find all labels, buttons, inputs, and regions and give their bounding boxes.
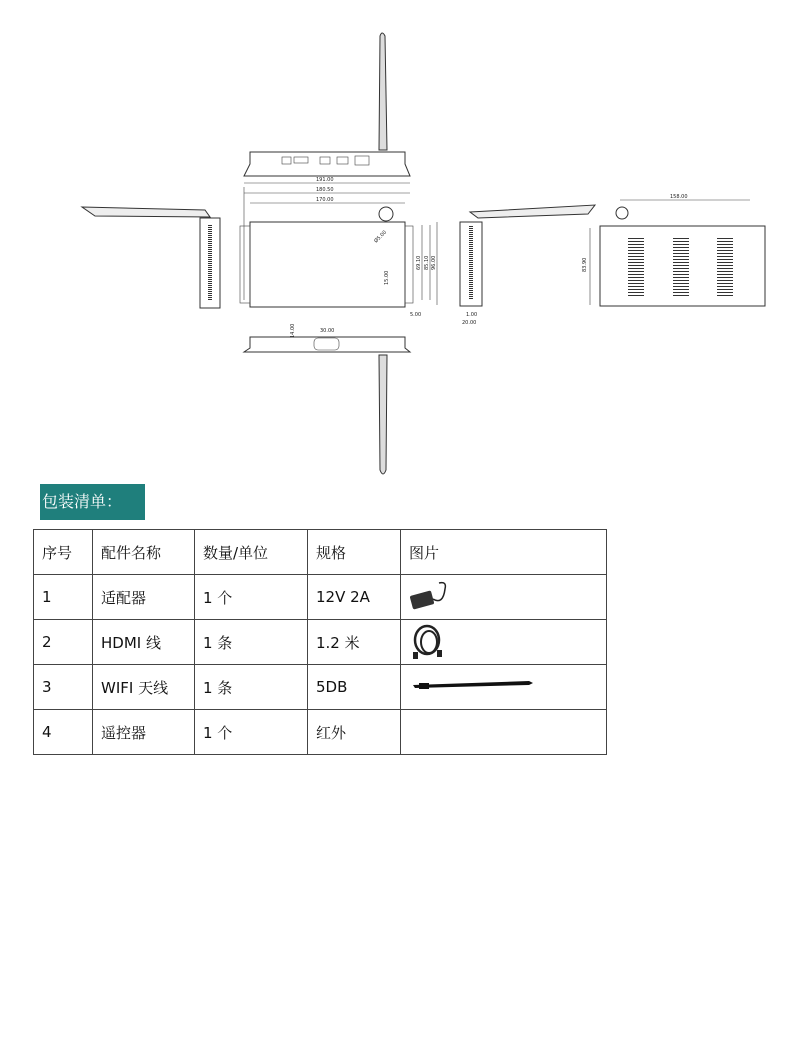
dim-15: 15.00 xyxy=(384,270,390,285)
dim-158: 158.00 xyxy=(670,194,688,200)
table-row xyxy=(34,710,607,755)
dim-83: 83.90 xyxy=(582,257,588,272)
dim-96: 96.00 xyxy=(431,255,437,270)
table-cell: 4 xyxy=(34,710,93,755)
dim-14: 14.00 xyxy=(290,323,296,338)
table-cell: 适配器 xyxy=(93,575,195,620)
table-cell: WIFI 天线 xyxy=(93,665,195,710)
table-cell: 1 条 xyxy=(195,620,308,665)
table-cell: 12V 2A xyxy=(308,575,401,620)
dim-170: 170.00 xyxy=(316,197,334,203)
table-cell: 1 个 xyxy=(195,710,308,755)
dim-191: 191.00 xyxy=(316,177,334,183)
table-row xyxy=(34,620,607,665)
table-cell xyxy=(401,575,607,620)
packing-list-table xyxy=(33,529,607,755)
table-cell: 2 xyxy=(34,620,93,665)
header-cell: 序号 xyxy=(34,530,93,575)
packing-list-title: 包装清单： xyxy=(40,484,145,520)
table-cell: 1 个 xyxy=(195,575,308,620)
back-view xyxy=(582,194,765,306)
technical-drawing xyxy=(0,0,790,490)
header-cell: 配件名称 xyxy=(93,530,195,575)
table-row xyxy=(34,665,607,710)
table-cell: 5DB xyxy=(308,665,401,710)
right-side-view xyxy=(460,205,595,326)
dim-5: 5.00 xyxy=(410,312,422,318)
dim-1: 1.00 xyxy=(466,312,478,318)
table-cell xyxy=(401,665,607,710)
table-cell xyxy=(401,710,607,755)
table-cell: 遥控器 xyxy=(93,710,195,755)
dim-20: 20.00 xyxy=(462,320,477,326)
dim-hole: Ø5.00 xyxy=(373,229,389,245)
header-cell: 数量/单位 xyxy=(195,530,308,575)
front-panel-view xyxy=(244,152,410,176)
dim-69: 69.10 xyxy=(416,255,422,270)
dim-85: 85.10 xyxy=(424,255,430,270)
top-view-body xyxy=(240,187,437,318)
table-header-row xyxy=(34,530,607,575)
top-dimensions xyxy=(244,177,410,203)
table-cell: 红外 xyxy=(308,710,401,755)
dim-30: 30.00 xyxy=(320,328,335,334)
wifi-antenna-icon xyxy=(409,677,539,697)
table-cell: HDMI 线 xyxy=(93,620,195,665)
table-cell xyxy=(401,620,607,665)
table-row xyxy=(34,575,607,620)
table-cell: 1 xyxy=(34,575,93,620)
hdmi-cable-icon xyxy=(409,622,449,662)
left-side-view xyxy=(82,207,220,308)
table-cell: 3 xyxy=(34,665,93,710)
header-cell: 规格 xyxy=(308,530,401,575)
header-cell: 图片 xyxy=(401,530,607,575)
table-cell: 1.2 米 xyxy=(308,620,401,665)
power-adapter-icon xyxy=(409,579,459,615)
table-cell: 1 条 xyxy=(195,665,308,710)
bottom-view xyxy=(244,324,410,474)
antenna-top xyxy=(379,33,387,150)
dim-180: 180.50 xyxy=(316,187,334,193)
